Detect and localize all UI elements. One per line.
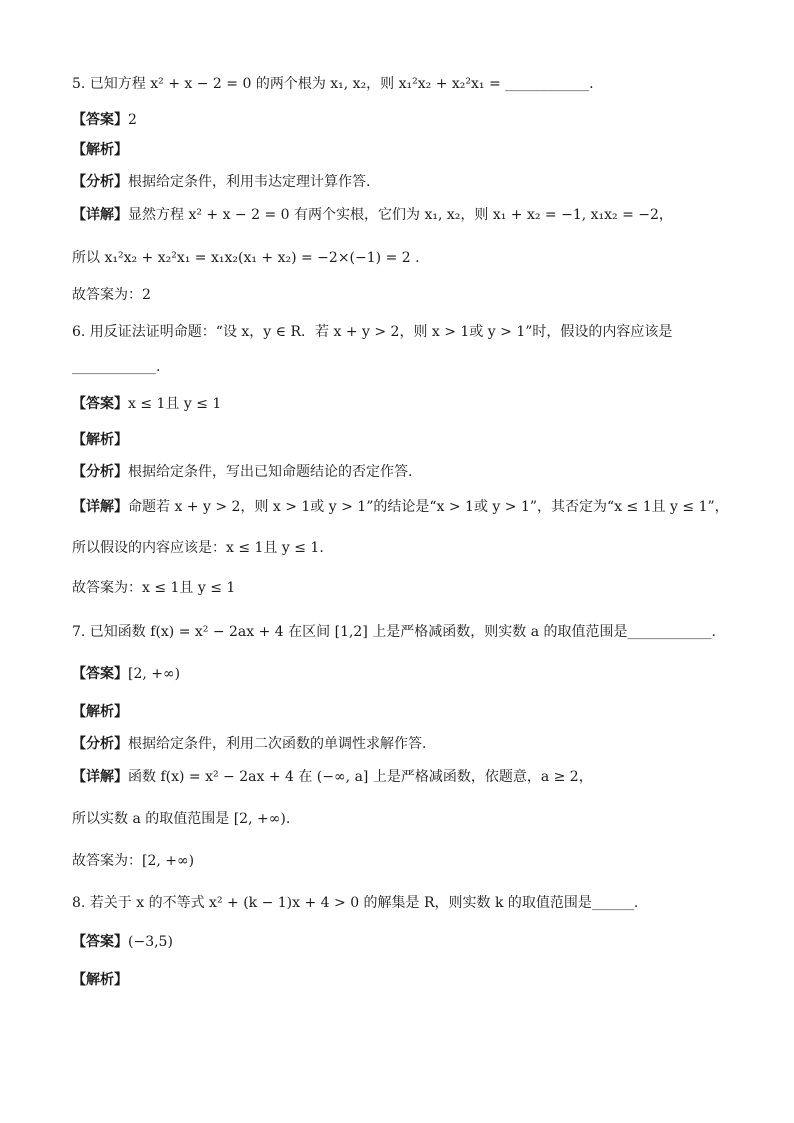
section-tag: 【详解】 <box>72 207 128 223</box>
line-text: ____________. <box>72 359 161 375</box>
section-tag: 【答案】 <box>72 666 128 682</box>
line-text: 6. 用反证法证明命题：“设 x，y ∈ R．若 x + y > 2，则 x > 1或 y > 1”时，假设的内容应该是 <box>72 324 673 340</box>
section-tag: 【解析】 <box>72 972 128 988</box>
line-text: 显然方程 x² + x − 2 = 0 有两个实根，它们为 x₁, x₂，则 x₁ + x₂ = −1, x₁x₂ = −2， <box>128 207 673 223</box>
line-text: 所以假设的内容应该是：x ≤ 1且 y ≤ 1. <box>72 540 324 556</box>
section-tag: 【分析】 <box>72 736 128 752</box>
text-line-q6-b <box>72 357 734 377</box>
section-tag: 【分析】 <box>72 464 128 480</box>
section-tag: 【解析】 <box>72 432 128 448</box>
line-text: 命题若 x + y > 2，则 x > 1或 y > 1”的结论是“x > 1或 y > 1”，其否定为“x ≤ 1且 y ≤ 1”， <box>128 499 729 515</box>
text-line-q6-xj <box>72 497 734 517</box>
line-text: 根据给定条件，利用二次函数的单调性求解作答. <box>128 736 427 752</box>
line-text: 所以实数 a 的取值范围是 [2, +∞). <box>72 811 291 827</box>
line-text: 故答案为：2 <box>72 287 151 303</box>
line-text: 8. 若关于 x 的不等式 x² + (k − 1)x + 4 > 0 的解集是 R，则实数 k 的取值范围是______. <box>72 895 639 911</box>
line-text: 根据给定条件，利用韦达定理计算作答. <box>128 174 371 190</box>
text-line-q6-jx <box>72 430 734 450</box>
text-line-q6-fx <box>72 462 734 482</box>
text-line-q5-l2 <box>72 248 734 268</box>
text-line-q5-jx <box>72 140 734 160</box>
text-line-q6-ans <box>72 394 734 414</box>
section-tag: 【答案】 <box>72 112 128 128</box>
text-line-q7-fx <box>72 734 734 754</box>
text-line-q8 <box>72 893 734 913</box>
section-tag: 【详解】 <box>72 769 128 785</box>
text-line-q8-jx <box>72 970 734 990</box>
text-line-q7-ans <box>72 664 734 684</box>
line-text: 故答案为：[2, +∞) <box>72 853 195 869</box>
line-text: x ≤ 1且 y ≤ 1 <box>128 396 222 412</box>
section-tag: 【分析】 <box>72 174 128 190</box>
line-text: 函数 f(x) = x² − 2ax + 4 在 (−∞, a] 上是严格减函数，依题意，a ≥ 2， <box>128 769 593 785</box>
line-text: [2, +∞) <box>128 666 181 682</box>
section-tag: 【解析】 <box>72 704 128 720</box>
line-text: 故答案为：x ≤ 1且 y ≤ 1 <box>72 580 236 596</box>
section-tag: 【解析】 <box>72 142 128 158</box>
line-text: 2 <box>128 112 137 128</box>
line-text: 5. 已知方程 x² + x − 2 = 0 的两个根为 x₁, x₂，则 x₁²x₂ + x₂²x₁ = ____________. <box>72 76 594 92</box>
section-tag: 【详解】 <box>72 499 128 515</box>
text-line-q5-xj <box>72 205 734 225</box>
text-line-q7-xj <box>72 767 734 787</box>
text-line-q5 <box>72 74 734 94</box>
text-line-q6-final <box>72 578 734 598</box>
text-line-q6-l2 <box>72 538 734 558</box>
text-line-q7-l2 <box>72 809 734 829</box>
line-text: (−3,5) <box>128 934 173 950</box>
text-line-q8-ans <box>72 932 734 952</box>
line-text: 根据给定条件，写出已知命题结论的否定作答. <box>128 464 413 480</box>
text-line-q7 <box>72 622 734 642</box>
text-line-q5-fx <box>72 172 734 192</box>
section-tag: 【答案】 <box>72 396 128 412</box>
line-text: 所以 x₁²x₂ + x₂²x₁ = x₁x₂(x₁ + x₂) = −2×(−1) = 2 . <box>72 250 420 266</box>
text-line-q6 <box>72 322 734 342</box>
section-tag: 【答案】 <box>72 934 128 950</box>
text-line-q7-final <box>72 851 734 871</box>
text-line-q7-jx <box>72 702 734 722</box>
text-line-q5-final <box>72 285 734 305</box>
text-line-q5-ans <box>72 110 734 130</box>
line-text: 7. 已知函数 f(x) = x² − 2ax + 4 在区间 [1,2] 上是严格减函数，则实数 a 的取值范围是____________. <box>72 624 716 640</box>
